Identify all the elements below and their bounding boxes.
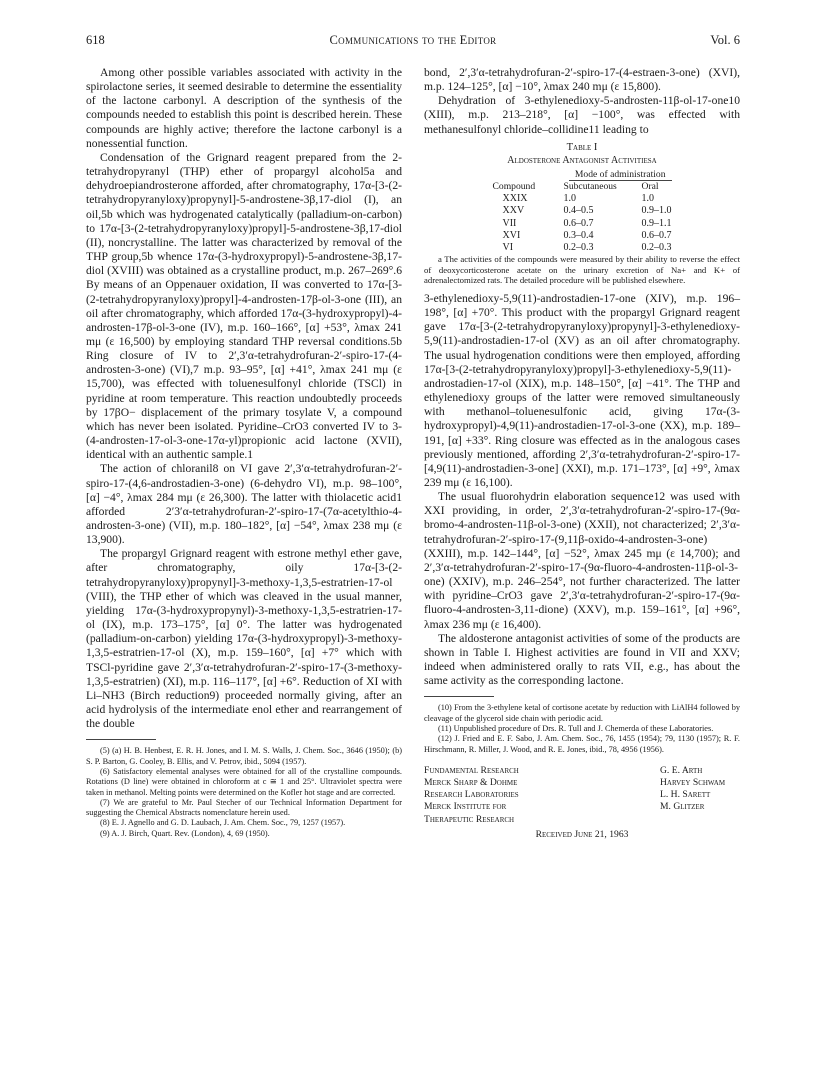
paragraph: bond, 2′,3′α-tetrahydrofuran-2′-spiro-17-(4-estraen-3-one) (XVI), m.p. 124–125°, [α] −10°, λmax 240 mμ (ε 15,800). bbox=[424, 66, 740, 94]
table-cell: XXV bbox=[502, 205, 525, 217]
affiliation-line: Research Laboratories bbox=[424, 789, 519, 801]
paragraph: The action of chloranil8 on VI gave 2′,3′α-tetrahydrofuran-2′-spiro-17-(4,6-androstadien-3-one) (6-dehydro VI), m.p. 98–100°, [α] −4°, λmax 284 mμ (ε 26,300). The latter with thiolacetic acid1 afforded 2′3′α-tetrahydrofuran-2′-spiro-17-(7α-acetylthio-4-androsten-3-one) (VII), m.p. 180–182°, [α] −54°, λmax 238 mμ (ε 13,900). bbox=[86, 462, 402, 547]
volume-label: Vol. 6 bbox=[710, 33, 740, 47]
table-footnote: a The activities of the compounds were measured by their ability to reverse the effect of deoxycorticosterone acetate on the urinary excretion of Na+ and K+ of adrenalectomized rats. The detailed procedure will be published elsewhere. bbox=[424, 254, 740, 286]
table-cell: 0.4–0.5 bbox=[563, 205, 594, 217]
table-cell: XXIX bbox=[502, 193, 528, 205]
footnote: (5) (a) H. B. Henbest, E. R. H. Jones, and I. M. S. Walls, J. Chem. Soc., 3646 (1950); (b) S. P. Barton, G. Cooley, B. Ellis, and V. Petrov, ibid., 5094 (1957). bbox=[86, 746, 402, 766]
page-number: 618 bbox=[86, 33, 105, 47]
author-name: M. Glitzer bbox=[660, 801, 705, 813]
activity-table bbox=[485, 169, 680, 254]
paragraph: The usual fluorohydrin elaboration sequence12 was used with XXI providing, in order, 2′,3′α-tetrahydrofuran-2′-spiro-17-(9α-bromo-4-androsten-11β-ol-3-one) (XXII), not characterized; 2′,3′α-tetrahydrofuran-2′-spiro-17-(9,11β-oxido-4-androsten-3-one) (XXIII), m.p. 142–144°, [α] −52°, λmax 245 mμ (ε 14,700); and 2′,3′α-tetrahydrofuran-2′-spiro-17-(9α-fluoro-4-androsten-11β-ol-3-one) (XXIV), m.p. 246–254°, not further characterized. The latter with pyridine–CrO3 gave 2′,3′α-tetrahydrofuran-2′-spiro-17-(9α-fluoro-4-androsten-3,11-dione) (XXV), m.p. 159–161°, [α] +96°, λmax 236 mμ (ε 16,400). bbox=[424, 490, 740, 631]
author-list bbox=[660, 765, 725, 814]
signature-block bbox=[424, 764, 740, 840]
table-title: Aldosterone Antagonist Activitiesa bbox=[507, 154, 657, 166]
footnote: (11) Unpublished procedure of Drs. R. Tull and J. Chemerda of these Laboratories. bbox=[438, 723, 714, 733]
table-cell: 0.6–0.7 bbox=[641, 229, 672, 241]
author-name: G. E. Arth bbox=[660, 764, 703, 776]
table-row bbox=[485, 242, 680, 254]
group-header: Mode of administration bbox=[556, 169, 680, 181]
footnote: (7) We are grateful to Mr. Paul Stecher of our Technical Information Department for suggesting the Chemical Abstracts nomenclature herein used. bbox=[86, 797, 402, 818]
footnote: (6) Satisfactory elemental analyses were obtained for all of the crystalline compounds. Rotations (D line) were obtained in chloroform at c ≅ 1 and 25°. Ultraviolet spectra were taken in methanol. Melting points were determined on the Kofler hot stage and are corrected. bbox=[86, 766, 402, 797]
paragraph: Dehydration of 3-ethylenedioxy-5-androsten-11β-ol-17-one10 (XIII), m.p. 213–218°, [α] −100°, was effected with methanesulfonyl chloride–collidine11 leading to bbox=[424, 94, 740, 136]
table-cell: VI bbox=[502, 242, 514, 253]
table-cell: 0.9–1.1 bbox=[641, 217, 672, 229]
left-column bbox=[86, 66, 402, 839]
column-header: Oral bbox=[641, 180, 659, 192]
affiliation-line: Therapeutic Research bbox=[424, 813, 515, 825]
table-cell: 0.2–0.3 bbox=[563, 242, 594, 253]
affiliation-line: Merck Institute for bbox=[424, 801, 507, 813]
table-row bbox=[485, 230, 680, 242]
table-cell: 0.6–0.7 bbox=[563, 217, 594, 229]
paragraph: Condensation of the Grignard reagent prepared from the 2-tetrahydropyranyl (THP) ether of propargyl alcohol5a and dehydroepiandrosterone afforded, after chromatography, 17α-[3-(2-tetrahydropyranyloxy)propynyl]-5-androstene-3β,17-diol (I), an oil,5b which was hydrogenated catalytically (palladium-on-carbon) to 17α-[3-(2-tetrahydropyranyloxy)propyl]-5-androstene-3β,17-diol (II), noncrystalline. The latter was characterized by removal of the THP group,5b whence 17α-(3-hydroxypropyl)-5-androstene-3β,17-diol (XVIII) was obtained as a crystalline product, m.p. 267–269°.6 By means of an Oppenauer oxidation, II was converted to 17α-[3-(2-tetrahydropyranyloxy)propyl]-4-androsten-17β-ol-3-one (III), an oil after chromatography, which afforded 17α-(3-hydroxypropyl)-4-androsten-17β-ol-3-one (IV), m.p. 160–166°, [α] +53°, λmax 241 mμ (ε 16,500) by employing standard THP reversal conditions.5b Ring closure of IV to 2′,3′α-tetrahydrofuran-2′-spiro-17-(4-androsten-3-one) (VI),7 m.p. 93–95°, [α] +41°, λmax 241 mμ (ε 15,700), was effected with toluenesulfonyl chloride (TSCl) in pyridine at room temperature. This reaction undoubtedly proceeds by 17βO− displacement of the primary tosylate V, a compound which has never been isolated. Pyridine–CrO3 converted IV to 3-(4-androsten-17-ol-3-one-17α-yl)propionic acid lactone (XVII), identical with an authentic sample.1 bbox=[86, 150, 402, 462]
table-cell: 1.0 bbox=[563, 193, 576, 205]
table-cell: 0.2–0.3 bbox=[641, 242, 672, 253]
table-cell: 1.0 bbox=[641, 193, 654, 205]
column-header: Compound bbox=[492, 180, 536, 192]
received-date: Received June 21, 1963 bbox=[535, 828, 629, 840]
table-label: Table I bbox=[566, 141, 598, 153]
affiliation-line: Fundamental Research bbox=[424, 764, 519, 776]
footnote: (8) E. J. Agnello and G. D. Laubach, J. Am. Chem. Soc., 79, 1257 (1957). bbox=[100, 818, 346, 828]
affiliation-line: Merck Sharp & Dohme bbox=[424, 777, 518, 789]
table-row bbox=[485, 205, 680, 217]
author-name: L. H. Sarett bbox=[660, 789, 711, 801]
table-cell: 0.3–0.4 bbox=[563, 229, 594, 241]
column-header: Subcutaneous bbox=[563, 180, 617, 192]
paragraph: 3-ethylenedioxy-5,9(11)-androstadien-17-one (XIV), m.p. 196–198°, [α] +70°. This product with the propargyl Grignard reagent gave 17α-[3-(2-tetrahydropyranyloxy)propynyl]-3-ethylenedioxy-5,9(11)-androstadien-17-ol (XV) as an oil after chromatography. The usual hydrogenation conditions were then employed, affording 17α-[3-(2-tetrahydropyranyloxy)propyl]-3-ethylenedioxy-5,9(11)-androstadien-17-ol (XIX), m.p. 148–150°, [α] −41°. The THP and ethylenedioxy groups of the latter were removed simultaneously with methanol–toluenesulfonic acid, giving 17α-(3-hydroxypropyl)-4,9(11)-androstadien-17-ol-3-one (XX), m.p. 189–191, [α] +33°. Ring closure was effected as in the analogous cases previously mentioned, affording 2′,3′α-tetrahydrofuran-2′-spiro-17-[4,9(11)-androstadien-3-one] (XXI), m.p. 171–173°, [α] +9°, λmax 239 mμ (ε 16,100). bbox=[424, 291, 740, 490]
paragraph: The aldosterone antagonist activities of some of the products are shown in Table I. Highest activities are found in VII and XXV; indeed when administered orally to rats VII, e.g., has about the same activity as the corresponding lactone. bbox=[424, 631, 740, 688]
table-row bbox=[485, 193, 680, 205]
table-header-row bbox=[485, 181, 680, 193]
right-column bbox=[424, 66, 740, 840]
affiliation bbox=[424, 765, 519, 826]
footnote: (9) A. J. Birch, Quart. Rev. (London), 4, 69 (1950). bbox=[100, 828, 270, 838]
table-cell: VII bbox=[502, 217, 517, 229]
author-name: Harvey Schwam bbox=[660, 777, 726, 789]
footnote: (10) From the 3-ethylene ketal of cortisone acetate by reduction with LiAlH4 followed by cleavage of the glycerol side chain with periodic acid. bbox=[424, 703, 740, 723]
page-header bbox=[86, 33, 740, 51]
running-title: Communications to the Editor bbox=[329, 33, 497, 47]
paragraph: Among other possible variables associated with activity in the spirolactone series, it seemed desirable to determine the essentiality of the lactone carbonyl. A description of the synthesis of the compounds needed to establish this point is described herein. These compounds are highly active; therefore the lactone carbonyl is a nonessential function. bbox=[86, 66, 402, 150]
footnote-divider bbox=[424, 696, 494, 697]
footnote: (12) J. Fried and E. F. Sabo, J. Am. Chem. Soc., 76, 1455 (1954); 79, 1130 (1957); R. F. Hirschmann, R. Miller, J. Wood, and R. E. Jones, ibid., 78, 4956 (1956). bbox=[424, 734, 740, 754]
table-cell: 0.9–1.0 bbox=[641, 205, 672, 217]
table-row bbox=[485, 218, 680, 230]
table-group-header-row bbox=[485, 169, 680, 181]
footnote-divider bbox=[86, 739, 156, 740]
table-cell: XVI bbox=[502, 229, 521, 241]
activity-table-block bbox=[424, 141, 740, 286]
paragraph: The propargyl Grignard reagent with estrone methyl ether gave, after chromatography, oily 17α-[3-(2-tetrahydropyranyloxy)propynyl]-3-methoxy-1,3,5-estratrien-17-ol (VIII), the THP ether of which was cleaved in the usual manner, yielding 17α-(3-hydroxypropynyl)-3-methoxy-1,3,5-estratrien-17-ol (IX), m.p. 173–175°, [α] 0°. The latter was hydrogenated (palladium-on-carbon) yielding 17α-(3-hydroxypropyl)-3-methoxy-1,3,5-estratrien-17-ol (X), m.p. 159–160°, [α] +7° which with TSCl-pyridine gave 2′,3′α-tetrahydrofuran-2′-spiro-17-(3-methoxy-1,3,5-estratrien) (XI), m.p. 116–117°, [α] +6°. Reduction of XI with Li–NH3 (Birch reduction9) proceeded normally giving, after an acid hydrolysis of the intermediate enol ether and rearrangement of the double bbox=[86, 547, 402, 731]
